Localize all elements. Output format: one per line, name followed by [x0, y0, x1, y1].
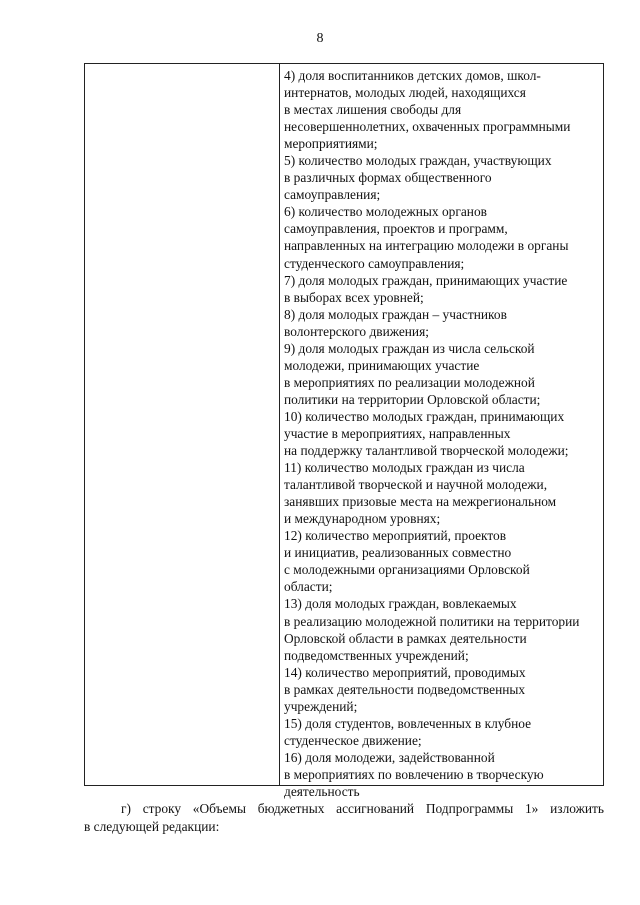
indicator-line: деятельность [284, 783, 360, 799]
indicator-line: самоуправления; [284, 187, 381, 203]
indicator-line: с молодежными организациями Орловской [284, 562, 530, 578]
indicator-line: направленных на интеграцию молодежи в органы [284, 238, 569, 254]
indicator-line: в различных формах общественного [284, 170, 492, 186]
indicator-line: в мероприятиях по реализации молодежной [284, 374, 535, 390]
indicator-line: 13) доля молодых граждан, вовлекаемых [284, 596, 517, 612]
indicator-line: 10) количество молодых граждан, принимающих [284, 408, 565, 424]
indicator-line: подведомственных учреждений; [284, 647, 469, 663]
paragraph-line: г) строку «Объемы бюджетных ассигнований Подпрограммы 1» изложить [121, 801, 604, 816]
indicator-line: студенческое движение; [284, 732, 422, 748]
indicator-line: в мероприятиях по вовлечению в творческую [284, 766, 544, 782]
indicator-line: Орловской области в рамках деятельности [284, 630, 527, 646]
indicator-line: 8) доля молодых граждан – участников [284, 306, 507, 322]
indicator-line: молодежи, принимающих участие [284, 357, 480, 373]
indicator-line: политики на территории Орловской области; [284, 391, 541, 407]
indicator-line: в местах лишения свободы для [284, 102, 462, 118]
indicators-list [284, 67, 604, 800]
amendment-paragraph [84, 800, 604, 836]
indicator-line: 12) количество мероприятий, проектов [284, 528, 507, 544]
page-number: 8 [316, 31, 324, 46]
indicator-line: 16) доля молодежи, задействованной [284, 749, 495, 765]
indicator-line: 6) количество молодежных органов [284, 204, 487, 220]
indicator-line: 4) доля воспитанников детских домов, школ- [284, 68, 541, 83]
indicator-line: области; [284, 579, 333, 595]
indicator-line: и международном уровнях; [284, 511, 441, 527]
indicator-line: студенческого самоуправления; [284, 255, 465, 271]
indicator-line: и инициатив, реализованных совместно [284, 545, 512, 561]
indicator-line: 14) количество мероприятий, проводимых [284, 664, 526, 680]
indicator-line: в реализацию молодежной политики на территории [284, 613, 580, 629]
indicator-line: 5) количество молодых граждан, участвующих [284, 153, 552, 169]
indicator-line: занявших призовые места на межрегиональном [284, 494, 557, 510]
paragraph-line: в следующей редакции: [84, 819, 220, 834]
indicator-line: в выборах всех уровней; [284, 289, 424, 305]
indicator-line: в рамках деятельности подведомственных [284, 681, 526, 697]
indicator-line: на поддержку талантливой творческой молодежи; [284, 443, 569, 459]
indicator-line: самоуправления, проектов и программ, [284, 221, 508, 237]
indicators-table [84, 63, 604, 799]
indicator-line: талантливой творческой и научной молодежи, [284, 477, 548, 493]
indicator-line: 9) доля молодых граждан из числа сельской [284, 340, 535, 356]
indicator-line: волонтерского движения; [284, 323, 429, 339]
indicator-line: 15) доля студентов, вовлеченных в клубное [284, 715, 532, 731]
indicator-line: 7) доля молодых граждан, принимающих участие [284, 272, 568, 288]
indicator-line: интернатов, молодых людей, находящихся [284, 85, 526, 101]
indicator-line: участие в мероприятиях, направленных [284, 425, 511, 441]
indicator-line: учреждений; [284, 698, 358, 714]
indicator-line: мероприятиями; [284, 136, 378, 152]
indicator-line: несовершеннолетних, охваченных программными [284, 119, 571, 135]
indicator-line: 11) количество молодых граждан из числа [284, 460, 525, 476]
column-divider [279, 64, 280, 785]
